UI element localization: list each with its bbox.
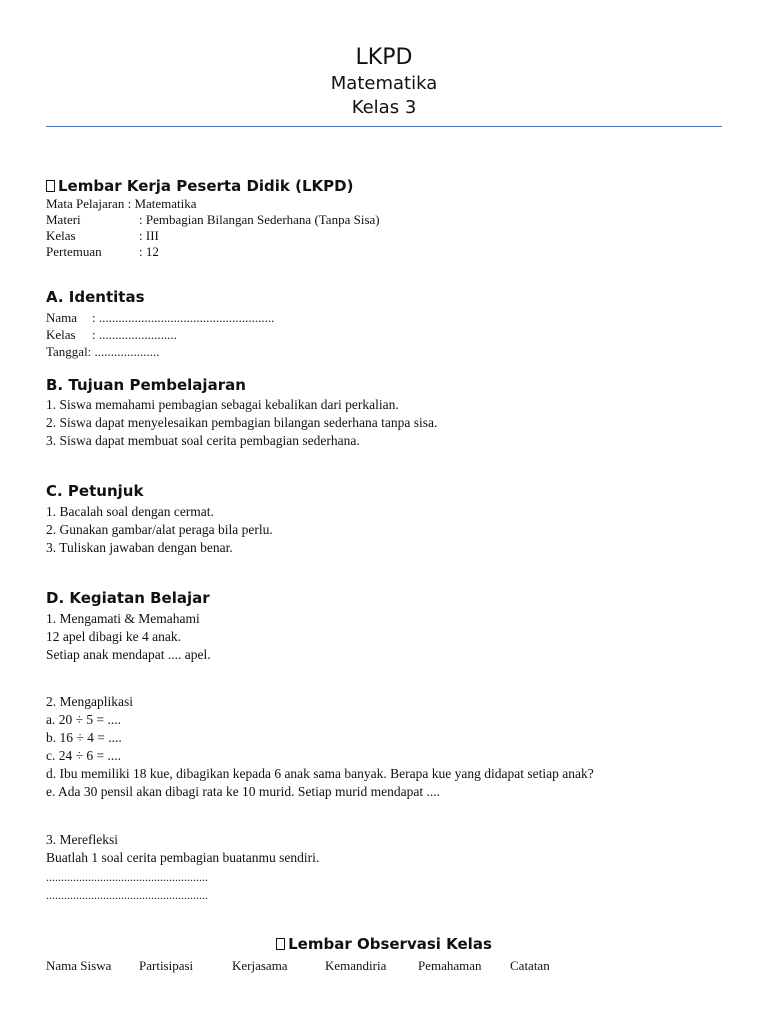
name-blank: : ...................................................... [92, 310, 275, 325]
intro-field-material [46, 212, 380, 228]
header-divider [46, 126, 722, 127]
field-label: Kelas [46, 327, 76, 342]
observasi-table-header [0, 958, 768, 976]
date-blank: .................... [91, 344, 160, 359]
column-header: Pemahaman [418, 958, 482, 973]
class-blank: : ........................ [92, 327, 177, 342]
exercise-item: b. 16 ÷ 4 = .... [46, 730, 122, 745]
tujuan-item: 1. Siswa memahami pembagian sebagai kebalikan dari perkalian. [46, 397, 399, 412]
kegiatan-step-title: 3. Merefleksi [46, 832, 118, 847]
petunjuk-heading: C. Petunjuk [46, 482, 144, 500]
petunjuk-item: 3. Tuliskan jawaban dengan benar. [46, 540, 233, 555]
field-value: : 12 [139, 244, 159, 259]
kegiatan-text: 12 apel dibagi ke 4 anak. [46, 629, 181, 644]
missing-glyph-icon [46, 180, 55, 192]
exercise-item: d. Ibu memiliki 18 kue, dibagikan kepada 6 anak sama banyak. Berapa kue yang didapat setiap anak? [46, 766, 594, 781]
tujuan-item: 3. Siswa dapat membuat soal cerita pembagian sederhana. [46, 433, 360, 448]
intro-heading: Lembar Kerja Peserta Didik (LKPD) [46, 176, 353, 196]
field-value: : Pembagian Bilangan Sederhana (Tanpa Sisa) [139, 212, 380, 227]
petunjuk-item: 1. Bacalah soal dengan cermat. [46, 504, 214, 519]
answer-blank: ...................................................... [46, 870, 208, 884]
tujuan-item: 2. Siswa dapat menyelesaikan pembagian bilangan sederhana tanpa sisa. [46, 415, 438, 430]
field-label: Pertemuan [46, 244, 102, 259]
kegiatan-step-title: 1. Mengamati & Memahami [46, 611, 200, 626]
field-value: : III [139, 228, 159, 243]
column-header: Nama Siswa [46, 958, 112, 973]
kegiatan-heading: D. Kegiatan Belajar [46, 589, 210, 607]
exercise-item: a. 20 ÷ 5 = .... [46, 712, 122, 727]
document-title: LKPD [355, 45, 413, 70]
column-header: Partisipasi [139, 958, 194, 973]
field-label: Tanggal: [46, 344, 92, 359]
identitas-date-field [46, 344, 160, 360]
document-header [0, 44, 768, 120]
kegiatan-text: Setiap anak mendapat .... apel. [46, 647, 211, 662]
class-title: Kelas 3 [351, 97, 417, 118]
field-label: Nama [46, 310, 78, 325]
identitas-class-field [46, 327, 177, 343]
identitas-name-field [46, 310, 274, 326]
field-label: Materi [46, 212, 81, 227]
field-value: : Matematika [127, 196, 197, 211]
answer-blank: ...................................................... [46, 888, 208, 902]
missing-glyph-icon [276, 938, 285, 950]
column-header: Kerjasama [232, 958, 288, 973]
field-label: Mata Pelajaran [46, 196, 125, 211]
tujuan-heading: B. Tujuan Pembelajaran [46, 376, 246, 394]
petunjuk-item: 2. Gunakan gambar/alat peraga bila perlu. [46, 522, 273, 537]
column-header: Kemandiria [325, 958, 387, 973]
identitas-heading: A. Identitas [46, 288, 145, 306]
observasi-heading: Lembar Observasi Kelas [0, 934, 768, 954]
subject-title: Matematika [330, 73, 438, 94]
column-header: Catatan [510, 958, 550, 973]
kegiatan-text: Buatlah 1 soal cerita pembagian buatanmu sendiri. [46, 850, 320, 865]
kegiatan-step-title: 2. Mengaplikasi [46, 694, 133, 709]
field-label: Kelas [46, 228, 76, 243]
intro-field-meeting [46, 244, 159, 260]
exercise-item: e. Ada 30 pensil akan dibagi rata ke 10 murid. Setiap murid mendapat .... [46, 784, 441, 799]
intro-field-class [46, 228, 159, 244]
intro-field-subject [46, 196, 197, 212]
exercise-item: c. 24 ÷ 6 = .... [46, 748, 122, 763]
